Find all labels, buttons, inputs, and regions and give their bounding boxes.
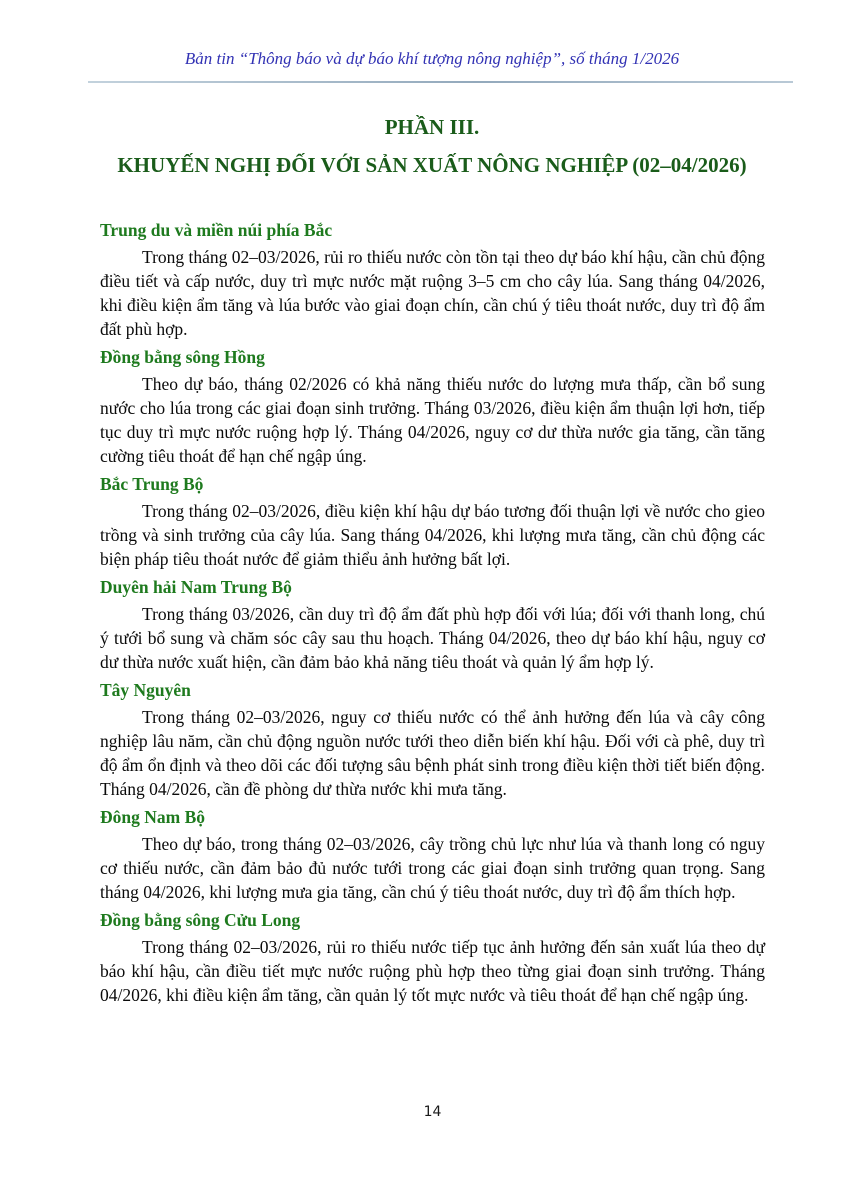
page-number: 14 — [423, 1104, 442, 1120]
region-heading: Trung du và miền núi phía Bắc — [100, 220, 333, 240]
region-section — [100, 909, 765, 1007]
region-section — [100, 806, 765, 904]
region-paragraph: Trong tháng 02–03/2026, rủi ro thiếu nước tiếp tục ảnh hưởng đến sản xuất lúa theo dự báo khí hậu, cần điều tiết mực nước ruộng phù hợp theo từng giai đoạn sinh trưởng. Tháng 04/2026, khi điều kiện ẩm tăng, cần quản lý tốt mực nước và tiêu thoát để hạn chế ngập úng. — [100, 937, 765, 1005]
page-title: KHUYẾN NGHỊ ĐỐI VỚI SẢN XUẤT NÔNG NGHIỆP (02–04/2026) — [117, 153, 747, 177]
region-section — [100, 473, 765, 571]
region-heading: Tây Nguyên — [100, 680, 191, 700]
region-paragraph: Theo dự báo, trong tháng 02–03/2026, cây trồng chủ lực như lúa và thanh long có nguy cơ thiếu nước, cần đảm bảo đủ nước tưới trong các giai đoạn sinh trưởng quan trọng. Sang tháng 04/2026, khi lượng mưa gia tăng, cần chú ý tiêu thoát nước, duy trì độ ẩm thích hợp. — [100, 834, 765, 902]
region-heading: Đồng bằng sông Cửu Long — [100, 910, 301, 930]
region-paragraph: Trong tháng 02–03/2026, điều kiện khí hậu dự báo tương đối thuận lợi về nước cho gieo trồng và sinh trưởng của cây lúa. Sang tháng 04/2026, khi lượng mưa tăng, cần chủ động các biện pháp tiêu thoát nước để giảm thiểu ảnh hưởng bất lợi. — [100, 501, 765, 569]
part-title: PHẦN III. — [384, 115, 480, 139]
region-heading: Đồng bằng sông Hồng — [100, 347, 265, 367]
region-section — [100, 346, 765, 468]
region-paragraph: Trong tháng 03/2026, cần duy trì độ ẩm đất phù hợp đối với lúa; đối với thanh long, chú ý tưới bổ sung và chăm sóc cây sau thu hoạch. Tháng 04/2026, theo dự báo khí hậu, nguy cơ dư thừa nước xuất hiện, cần đảm bảo khả năng tiêu thoát và quản lý ẩm hợp lý. — [100, 604, 765, 672]
header-rule — [88, 81, 793, 83]
region-paragraph: Theo dự báo, tháng 02/2026 có khả năng thiếu nước do lượng mưa thấp, cần bổ sung nước cho lúa trong các giai đoạn sinh trưởng. Tháng 03/2026, điều kiện ẩm thuận lợi hơn, tiếp tục duy trì mực nước ruộng hợp lý. Tháng 04/2026, nguy cơ dư thừa nước gia tăng, cần tăng cường tiêu thoát để hạn chế ngập úng. — [100, 374, 765, 466]
region-section — [100, 219, 765, 341]
document-body — [100, 219, 765, 1007]
region-paragraph: Trong tháng 02–03/2026, rủi ro thiếu nước còn tồn tại theo dự báo khí hậu, cần chủ động điều tiết và cấp nước, duy trì mực nước mặt ruộng 3–5 cm cho cây lúa. Sang tháng 04/2026, khi điều kiện ẩm tăng và lúa bước vào giai đoạn chín, cần chú ý tiêu thoát nước, duy trì độ ẩm đất phù hợp. — [100, 247, 765, 339]
region-section — [100, 679, 765, 801]
running-header: Bản tin “Thông báo và dự báo khí tượng nông nghiệp”, số tháng 1/2026 — [184, 49, 680, 68]
region-heading: Đông Nam Bộ — [100, 807, 206, 827]
region-paragraph: Trong tháng 02–03/2026, nguy cơ thiếu nước có thể ảnh hưởng đến lúa và cây công nghiệp lâu năm, cần chủ động nguồn nước tưới theo diễn biến khí hậu. Đối với cà phê, duy trì độ ẩm ổn định và theo dõi các đối tượng sâu bệnh phát sinh trong điều kiện thời tiết biến động. Tháng 04/2026, cần đề phòng dư thừa nước khi mưa tăng. — [100, 707, 765, 799]
region-heading: Duyên hải Nam Trung Bộ — [100, 577, 292, 597]
region-heading: Bắc Trung Bộ — [100, 474, 204, 494]
region-section — [100, 576, 765, 674]
